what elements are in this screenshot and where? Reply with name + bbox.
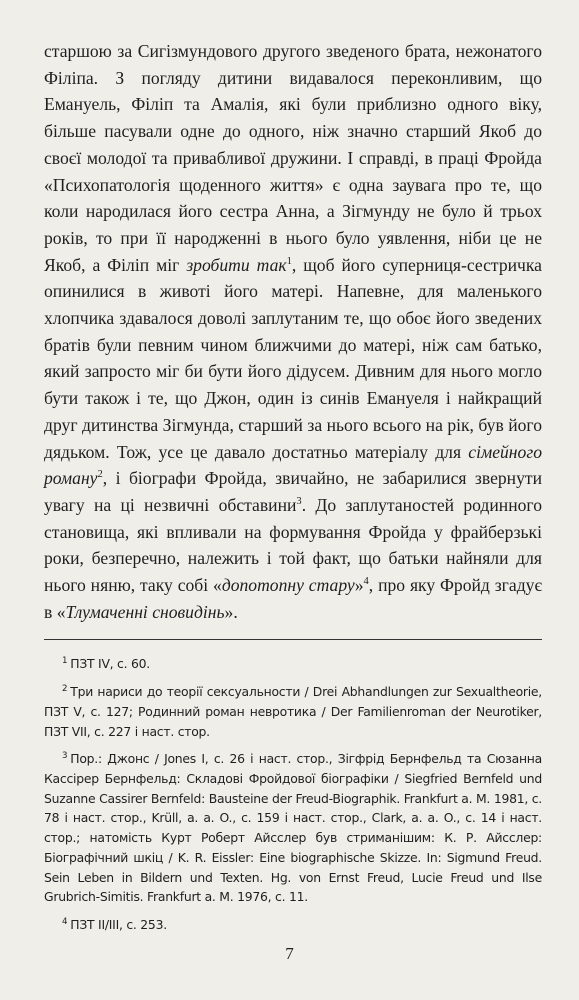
footnote-divider — [44, 639, 542, 640]
body-emphasis: Тлумаченні сновидінь — [65, 601, 225, 622]
footnote-number: 4 — [62, 916, 68, 927]
footnote-text: ПЗТ II/III, с. 253. — [70, 916, 167, 932]
footnote-ref: 3 — [296, 496, 302, 508]
footnote-ref: 4 — [363, 576, 369, 588]
body-text: » — [354, 575, 364, 596]
footnote — [44, 654, 542, 674]
body-text: . До заплутаностей родинного становища, які впливали на формування Фройда у фрайберзькі роки, безперечно, належить і той факт, що батьки найняли для нього няню, таку собі « — [44, 494, 542, 596]
footnotes — [44, 654, 542, 934]
body-emphasis: допотопну стару — [221, 575, 355, 596]
body-text: старшою за Сигізмундового другого зведеного брата, нежонатого Філіпа. З погляду дитини видавалося переконливим, що Емануель, Філіп та Амалія, які були приблизно одного віку, більше пасували одне до одного, ніж значно старший Якоб до своєї молодої та привабливої дружини. І справді, в праці Фройда «Психопатологія щоденного життя» є одна заувага про те, що коли народилася його сестра Анна, а Зігмунду не було й трьох років, то при її народженні в нього було уявлення, ніби це не Якоб, а Філіп міг — [44, 41, 542, 275]
footnote-number: 2 — [62, 684, 68, 695]
footnote-text: Три нариси до теорії сексуальности / Drei Abhandlungen zur Sexualtheorie, ПЗТ V, с. 127; Родинний роман невротика / Der Familienroman der Neurotiker, ПЗТ VII, с. 227 і наст. стор. — [44, 684, 542, 739]
body-emphasis: сімейного роману — [44, 441, 542, 489]
footnote-number: 3 — [62, 751, 68, 762]
body-paragraph — [44, 38, 542, 625]
body-text: , про яку Фройд згадує в « — [44, 575, 543, 622]
footnote-ref: 1 — [286, 255, 292, 267]
footnote-ref: 2 — [97, 469, 103, 481]
page-number: 7 — [285, 944, 294, 963]
footnote — [44, 915, 542, 935]
footnote-text: Пор.: Джонс / Jones I, с. 26 і наст. стор., Зігфрід Бернфельд та Сюзанна Кассірер Бернфельд: Складові Фройдової біографіки / Siegfried Bernfeld und Suzanne Cassirer Bernfeld: Bausteine der Freud-Biographik. Frankfurt a. M. 1981, с. 78 і наст. стор., Krüll, a. a. O., с. 159 і наст. стор., Clark, a. a. O., с. 14 і наст. стор.; натомість Курт Роберт Айсслер був стриманішим: К. Р. Айсслер: Біографічний шкіц / K. R. Eissler: Eine biographische Skizze. In: Sigmund Freud. Sein Leben in Bildern und Texten. Hg. von Ernst Freud, Lucie Freud und Ilse Grubrich-Simitis. Frankfurt a. M. 1976, с. 11. — [44, 751, 542, 905]
footnote — [44, 749, 542, 907]
body-text: ». — [224, 601, 238, 622]
page-content — [44, 38, 542, 943]
body-emphasis: зробити так — [186, 254, 287, 275]
body-text: , і біографи Фройда, звичайно, не забарилися звернути увагу на ці незвичні обставини — [44, 468, 542, 515]
footnote-number: 1 — [62, 656, 68, 667]
footnote-text: ПЗТ IV, с. 60. — [70, 656, 150, 672]
body-text: , щоб його суперниця-сестричка опинилися в животі його матері. Напевне, для маленького хлопчика здавалося доволі заплутаним те, що обоє його зведених братів були певним чином ближчими до матері, ніж сам батько, який запросто міг би бути його дідусем. Дивним для нього могло бути також і те, що Джон, один із синів Емануеля і найкращий друг дитинства Зігмунда, старший за нього всього на рік, був його дядьком. Тож, усе це давало достатньо матеріалу для — [44, 254, 542, 462]
footnote — [44, 682, 542, 741]
